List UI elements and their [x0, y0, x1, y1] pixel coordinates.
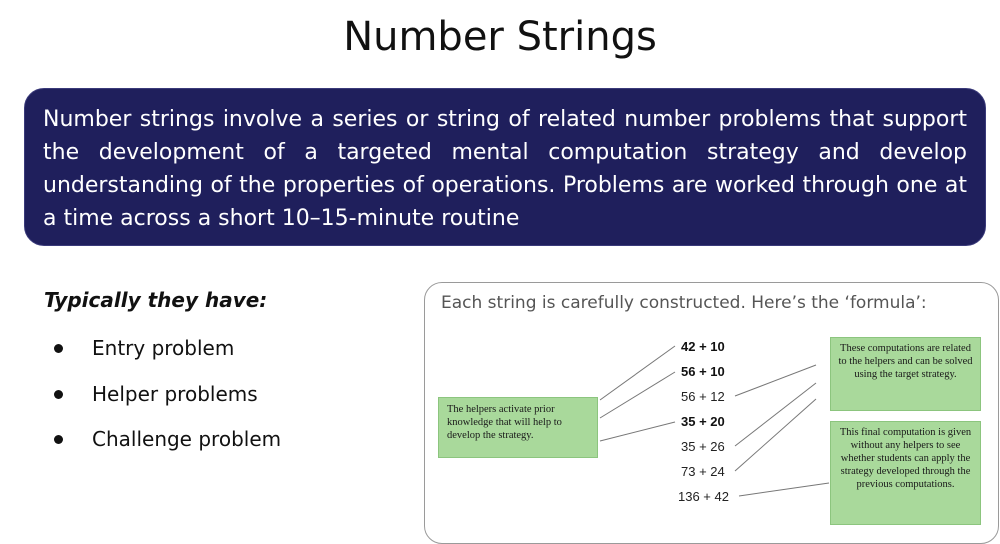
- expression-entry: 42 + 10: [681, 339, 725, 354]
- final-note-box: [830, 421, 981, 525]
- list-item-label: Helper problems: [92, 381, 258, 406]
- expression-related: 73 + 24: [681, 464, 725, 479]
- expression-challenge: 136 + 42: [678, 489, 729, 504]
- bullet-icon: [54, 344, 63, 353]
- helpers-note: The helpers activate prior knowledge that will help to develop the strategy.: [447, 404, 562, 441]
- intro-text: Number strings involve a series or string of related number problems that support the development of a targeted mental computation strategy and develop understanding of the properties of operations. Problems are worked through one at a time across a short 10–15-minute routine: [43, 107, 967, 231]
- connector-line: [735, 383, 816, 446]
- formula-panel: [424, 282, 999, 544]
- connector-line: [735, 399, 816, 471]
- final-note: This final computation is given without any helpers to see whether students can apply the strategy developed through the previous computations.: [839, 427, 972, 490]
- helpers-note-box: [438, 397, 598, 458]
- page-title: Number Strings: [343, 14, 657, 60]
- typically-heading: Typically they have:: [44, 288, 268, 312]
- bullet-icon: [54, 435, 63, 444]
- list-item: [44, 326, 281, 372]
- bullet-list: [44, 326, 281, 463]
- connector-line: [600, 372, 675, 418]
- list-item: [44, 417, 281, 463]
- related-note: These computations are related to the helpers and can be solved using the target strategy.: [838, 343, 973, 380]
- list-item-label: Entry problem: [92, 336, 235, 360]
- bullet-icon: [54, 390, 63, 399]
- expression-related: 56 + 12: [681, 389, 725, 404]
- list-item: [44, 372, 281, 418]
- list-item-label: Challenge problem: [92, 427, 282, 451]
- panel-heading: Each string is carefully constructed. Here’s the ‘formula’:: [441, 293, 927, 313]
- related-note-box: [830, 337, 981, 411]
- connector-line: [735, 365, 816, 396]
- expression-helper: 35 + 20: [681, 414, 725, 429]
- connector-line: [600, 422, 675, 441]
- expression-helper: 56 + 10: [681, 364, 725, 379]
- intro-box: [24, 88, 986, 246]
- connector-line: [739, 483, 829, 496]
- expression-related: 35 + 26: [681, 439, 725, 454]
- connector-line: [600, 346, 675, 400]
